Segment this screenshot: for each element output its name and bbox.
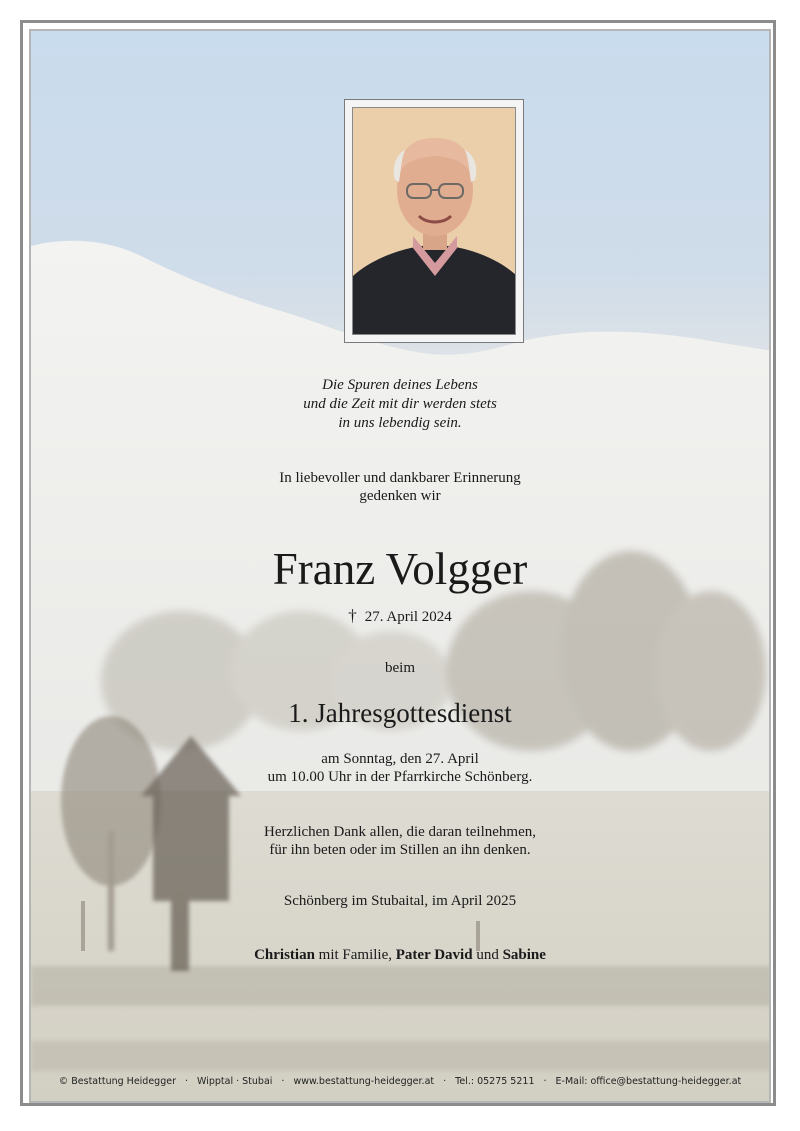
portrait-photo — [352, 107, 516, 335]
service-details — [29, 750, 771, 786]
signature-text: mit Familie, — [314, 947, 396, 963]
remembrance-line: gedenken wir — [359, 488, 441, 504]
deceased-name: Franz Volgger — [272, 544, 528, 594]
memorial-quote — [29, 376, 771, 433]
thanks-line: Herzlichen Dank allen, die daran teilnehmen, — [264, 824, 536, 840]
footer-copyright: © Bestattung Heidegger — [58, 1076, 176, 1087]
signer-name: Sabine — [502, 947, 546, 963]
death-date — [29, 607, 771, 626]
portrait-frame — [344, 99, 524, 343]
service-line: am Sonntag, den 27. April — [321, 751, 479, 767]
thanks-line: für ihn beten oder im Stillen an ihn denken. — [269, 842, 531, 858]
portrait-icon — [353, 108, 516, 335]
remembrance-line: In liebevoller und dankbarer Erinnerung — [279, 470, 521, 486]
quote-line: in uns lebendig sein. — [338, 415, 462, 431]
footer-separator: · — [443, 1076, 447, 1087]
signature — [29, 946, 771, 964]
signer-name: Christian — [254, 947, 315, 963]
footer-separator: · — [543, 1076, 547, 1087]
footer — [29, 1075, 771, 1089]
death-date-value: 27. April 2024 — [364, 609, 452, 625]
quote-line: Die Spuren deines Lebens — [322, 377, 478, 393]
footer-email[interactable]: E-Mail: office@bestattung-heidegger.at — [555, 1076, 742, 1087]
service-line: um 10.00 Uhr in der Pfarrkirche Schönberg. — [267, 769, 533, 785]
remembrance-text — [29, 469, 771, 505]
footer-separator: · — [281, 1076, 285, 1087]
beim-text: beim — [385, 660, 415, 676]
footer-phone: Tel.: 05275 5211 — [455, 1076, 535, 1087]
thanks-text — [29, 823, 771, 859]
footer-region: Wipptal · Stubai — [197, 1076, 273, 1087]
cross-icon: † — [348, 606, 357, 625]
quote-line: und die Zeit mit dir werden stets — [303, 396, 497, 412]
footer-website[interactable]: www.bestattung-heidegger.at — [293, 1076, 435, 1087]
signer-name: Pater David — [395, 947, 473, 963]
signature-text: und — [472, 947, 503, 963]
place-date: Schönberg im Stubaital, im April 2025 — [283, 893, 517, 909]
service-title: 1. Jahresgottesdienst — [288, 698, 512, 728]
footer-separator: · — [184, 1076, 189, 1087]
